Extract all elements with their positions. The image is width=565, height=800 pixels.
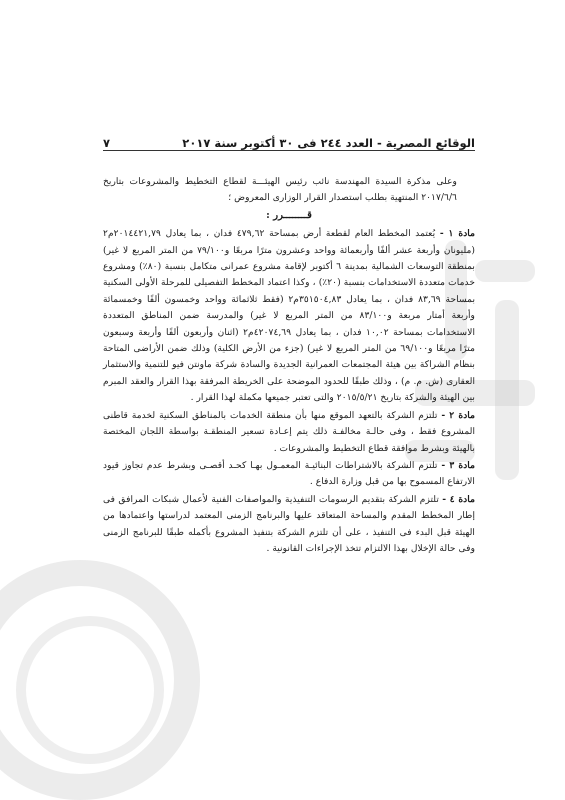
decision-heading: قــــــــرر : — [266, 209, 312, 221]
article-4 — [103, 492, 475, 558]
article-label: مادة ٣ - — [441, 459, 476, 471]
article-label: مادة ٤ - — [442, 493, 475, 505]
article-text: يُعتمد المخطط العام لقطعة أرض بمساحة ٤٧٩,٦٢ فدان ، بما يعادل ٢٠١٤٤٢١,٧٩م٢ (مليونان وأربعة عشر ألفًا وأربعمائة وواحد وعشرون مترًا مربعًا و٧٩/١٠٠ من المتر المربع لا غير) بمنطقة التوسعات الشمالية بمدينة ٦ أكتوبر لإقامة مشروع عمرانى متكامل بنسبة (٨٠٪) ومشروع خدمات متعددة الاستخدامات بنسبة (٢٠٪) ، وكذا اعتماد المخطط التفصيلى للمرحلة الأولى السكنية بمساحة ٨٣,٦٩ فدان ، بما يعادل ٣٥١٥٠٤,٨٣م٢ (فقط ثلاثمائة وواحد وخمسون ألفًا وخمسمائة وأربعة أمتار مربعة و٨٣/١٠٠ من المتر المربع لا غير) والمدرسة ضمن المناطق المتعددة الاستخدامات بمساحة ١٠,٠٢ فدان ، بما يعادل ٤٢٠٧٤,٦٩م٢ (اثنان وأربعون ألفًا وأربعة وسبعون مترًا مربعًا و٦٩/١٠٠ من المتر المربع لا غير) (جزء من الأرض الكلية) وذلك ضمن الأراضى المتاحة بنظام الشراكة بين هيئة المجتمعات العمرانية الجديدة والسادة شركة ماونتن فيو للتنمية والاستثمار العقارى (ش. م. م) ، وذلك طبقًا للحدود الموضحة على الخريطة المرفقة بهذا القرار والعقد المبرم بين الهيئة والشركة بتاريخ ٢٠١٥/٥/٢١ والتى تعتبر جميعها مكملة لهذا القرار . — [103, 228, 476, 404]
article-1 — [103, 226, 475, 406]
page-header — [103, 128, 475, 151]
article-2 — [103, 408, 475, 457]
article-label: مادة ٢ - — [441, 409, 476, 421]
page-number: ٧ — [103, 136, 111, 150]
header-title: الوقائع المصرية - العدد ٢٤٤ فى ٣٠ أكتوبر سنة ٢٠١٧ — [182, 136, 475, 150]
article-text: تلتزم الشركة بتقديم الرسومات التنفيذية والمواصفات الفنية لأعمال شبكات المرافق فى إطار المخطط المقدم والمساحة المتعاقد عليها والبرنامج الزمنى المعتمد لدراستها واعتمادها من الهيئة قبل البدء فى التنفيذ ، على أن تلتزم الشركة بتنفيذ المشروع بأكمله طبقًا للبرنامج الزمنى وفى حالة الإخلال بهذا الالتزام تتخذ الإجراءات القانونية . — [103, 493, 475, 554]
article-text: تلتزم الشركة بالتعهد الموقع منها بأن منطقة الخدمات بالمناطق السكنية لخدمة قاطنى المشروع فقط ، وفى حالـة مخالفـة ذلك يتم إعـادة تسعير المنطقـة بواسطة اللجان المختصة بالهيئة وبشرط موافقة قطاع التخطيط والمشروعات . — [103, 409, 475, 454]
article-3 — [103, 458, 475, 491]
article-label: مادة ١ - — [439, 228, 476, 240]
intro-paragraph: وعلى مذكرة السيدة المهندسة نائب رئيس الهيئـــة لقطاع التخطيط والمشروعات بتاريخ ٢٠١٧/٦/٦ المنتهية بطلب استصدار القرار الوزارى المعروض ؛ — [103, 176, 457, 204]
article-text: تلتزم الشركة بالاشتراطات البنائيـة المعمـول بهـا كحـد أقصـى وبشرط عدم تجاوز قيود الارتفاع المسموح بها من قبل وزارة الدفاع . — [103, 459, 475, 488]
document-body — [103, 174, 475, 558]
